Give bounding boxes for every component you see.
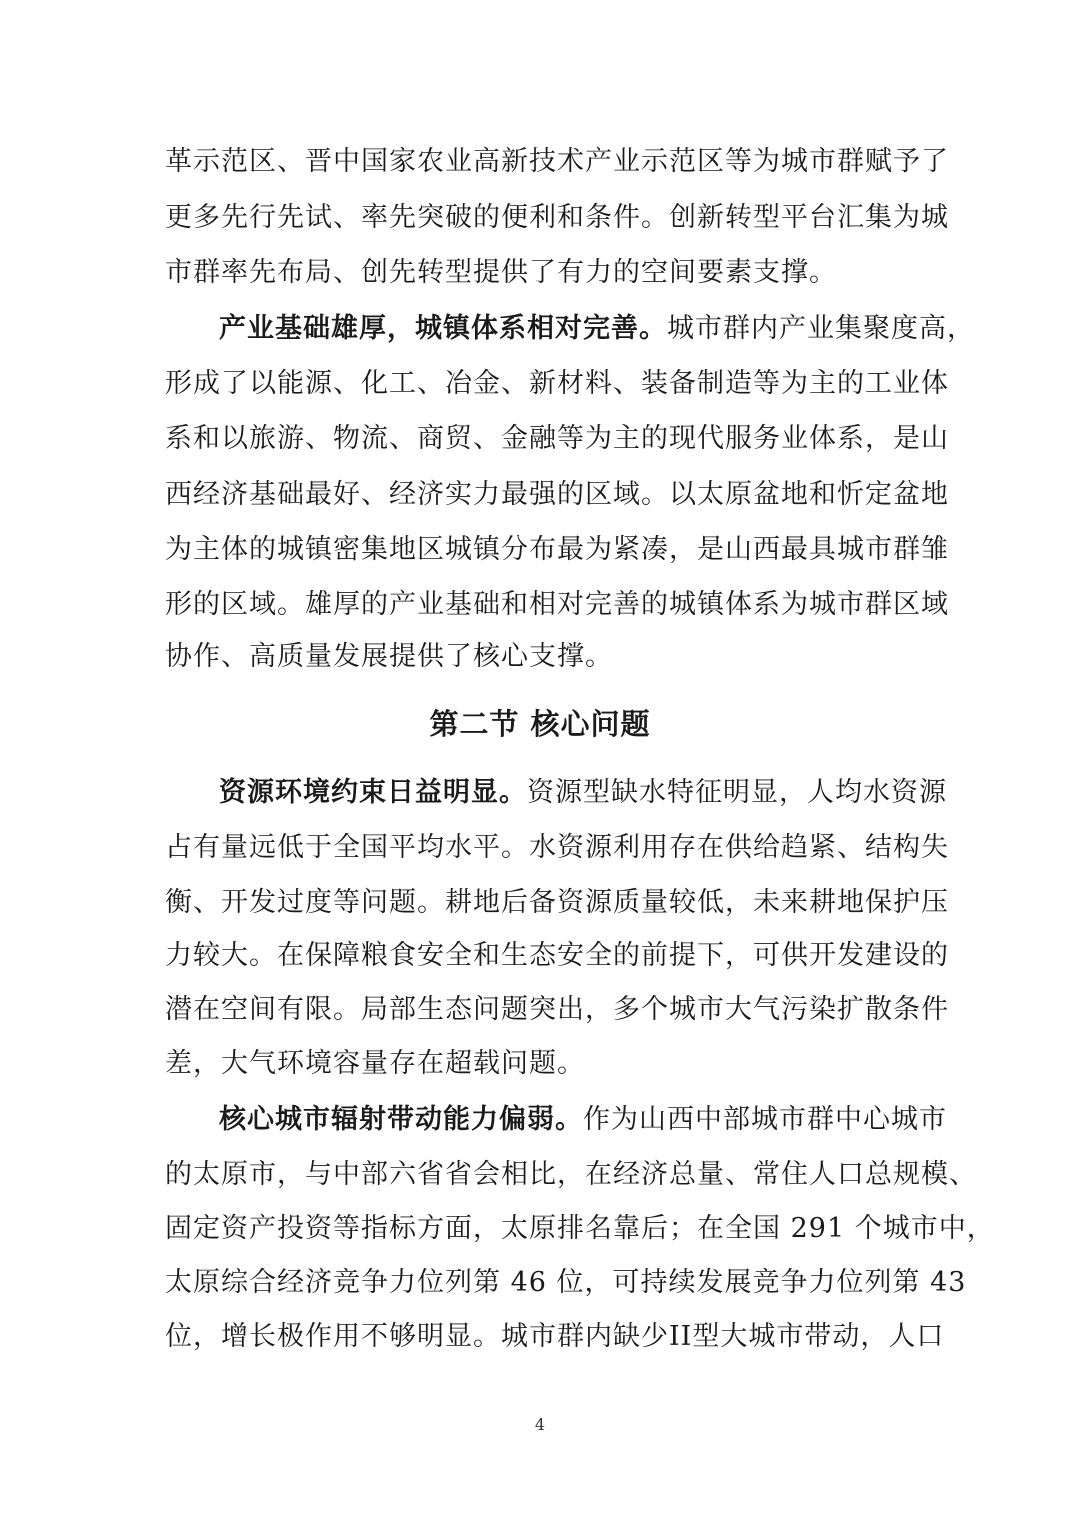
paragraph-2-line-5: 为主体的城镇密集地区城镇分布最为紧凑，是山西最具城市群雏	[165, 534, 949, 565]
paragraph-1-line-1: 革示范区、晋中国家农业高新技术产业示范区等为城市群赋予了	[165, 146, 949, 177]
paragraph-2-line-2: 形成了以能源、化工、冶金、新材料、装备制造等为主的工业体	[165, 368, 949, 399]
paragraph-4-line-3: 固定资产投资等指标方面，太原排名靠后；在全国 291 个城市中，	[165, 1213, 995, 1244]
paragraph-4-lead: 核心城市辐射带动能力偏弱。	[219, 1104, 583, 1135]
paragraph-3-line-6: 差，大气环境容量存在超载问题。	[165, 1048, 585, 1079]
paragraph-2-line-6: 形的区域。雄厚的产业基础和相对完善的城镇体系为城市群区域	[165, 589, 949, 620]
paragraph-4-line-2: 的太原市，与中部六省省会相比，在经济总量、常住人口总规模、	[165, 1159, 977, 1190]
paragraph-3-line-1	[219, 766, 947, 820]
paragraph-3-line-3: 衡、开发过度等问题。耕地后备资源质量较低，未来耕地保护压	[165, 887, 949, 918]
paragraph-3-first-rest: 资源型缺水特征明显，人均水资源	[527, 777, 947, 808]
paragraph-3-line-5: 潜在空间有限。局部生态问题突出，多个城市大气污染扩散条件	[165, 994, 949, 1025]
paragraph-2-line-3: 系和以旅游、物流、商贸、金融等为主的现代服务业体系，是山	[165, 423, 949, 454]
paragraph-2-lead: 产业基础雄厚，城镇体系相对完善。	[219, 313, 667, 344]
paragraph-4-line-4: 太原综合经济竞争力位列第 46 位，可持续发展竞争力位列第 43	[165, 1267, 967, 1298]
paragraph-4-first-rest: 作为山西中部城市群中心城市	[583, 1104, 947, 1135]
paragraph-1-line-3: 市群率先布局、创先转型提供了有力的空间要素支撑。	[165, 257, 837, 288]
paragraph-2-first-rest: 城市群内产业集聚度高，	[667, 313, 975, 344]
section-heading: 第二节 核心问题	[429, 707, 651, 741]
paragraph-3-line-2: 占有量远低于全国平均水平。水资源利用存在供给趋紧、结构失	[165, 832, 949, 863]
page-number: 4	[534, 1415, 546, 1434]
paragraph-3-line-4: 力较大。在保障粮食安全和生态安全的前提下，可供开发建设的	[165, 940, 949, 971]
paragraph-2-line-7: 协作、高质量发展提供了核心支撑。	[165, 641, 613, 672]
paragraph-4-line-5: 位，增长极作用不够明显。城市群内缺少II型大城市带动，人口	[165, 1321, 945, 1352]
paragraph-2-line-4: 西经济基础最好、经济实力最强的区域。以太原盆地和忻定盆地	[165, 479, 949, 510]
paragraph-4-line-1	[219, 1093, 947, 1147]
paragraph-3-lead: 资源环境约束日益明显。	[219, 777, 527, 808]
paragraph-2-line-1	[219, 302, 975, 356]
paragraph-1-line-2: 更多先行先试、率先突破的便利和条件。创新转型平台汇集为城	[165, 202, 949, 233]
